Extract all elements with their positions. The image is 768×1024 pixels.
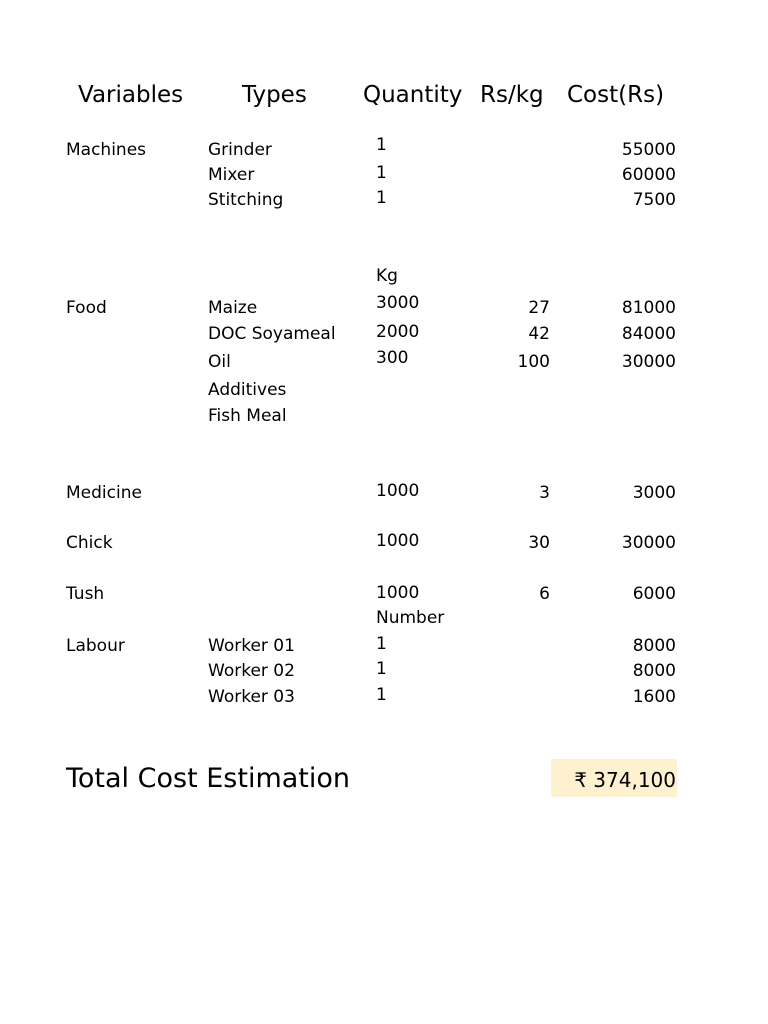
header-types: Types: [242, 82, 307, 108]
unit-label-number: Number: [376, 608, 445, 628]
variable-cell: Tush: [66, 584, 105, 604]
header-quantity: Quantity: [363, 82, 463, 108]
rate-cell: 3: [539, 483, 550, 503]
quantity-cell: 300: [376, 348, 409, 368]
cost-cell: 1600: [632, 687, 676, 707]
cost-cell: 55000: [621, 140, 676, 160]
type-cell: Additives: [208, 380, 287, 400]
type-cell: DOC Soyameal: [208, 324, 336, 344]
cost-cell: 3000: [632, 483, 676, 503]
type-cell: Grinder: [208, 140, 272, 160]
quantity-cell: 1: [376, 135, 387, 155]
type-cell: Stitching: [208, 190, 284, 210]
quantity-cell: 1: [376, 659, 387, 679]
cost-cell: 6000: [632, 584, 676, 604]
header-variables: Variables: [78, 82, 184, 108]
variable-cell: Labour: [66, 636, 125, 656]
cost-cell: 30000: [621, 352, 676, 372]
type-cell: Oil: [208, 352, 231, 372]
total-cost-highlight: [551, 759, 677, 797]
quantity-cell: 1: [376, 163, 387, 183]
type-cell: Worker 01: [208, 636, 295, 656]
quantity-cell: 1: [376, 685, 387, 705]
cost-cell: 7500: [632, 190, 676, 210]
unit-label-kg: Kg: [376, 266, 398, 286]
cost-cell: 8000: [632, 636, 676, 656]
quantity-cell: 3000: [376, 293, 420, 313]
quantity-cell: 1: [376, 634, 387, 654]
type-cell: Worker 03: [208, 687, 295, 707]
variable-cell: Food: [66, 298, 107, 318]
header-rate: Rs/kg: [480, 82, 544, 108]
cost-cell: 8000: [632, 661, 676, 681]
type-cell: Maize: [208, 298, 258, 318]
rate-cell: 42: [528, 324, 550, 344]
quantity-cell: 1: [376, 188, 387, 208]
variable-cell: Medicine: [66, 483, 142, 503]
variable-cell: Machines: [66, 140, 147, 160]
cost-cell: 60000: [621, 165, 676, 185]
total-cost-value: ₹ 374,100: [574, 768, 676, 792]
variable-cell: Chick: [66, 533, 113, 553]
quantity-cell: 2000: [376, 322, 420, 342]
rate-cell: 6: [539, 584, 550, 604]
type-cell: Fish Meal: [208, 406, 287, 426]
total-cost-label: Total Cost Estimation: [66, 763, 351, 794]
cost-cell: 81000: [621, 298, 676, 318]
quantity-cell: 1000: [376, 481, 420, 501]
rate-cell: 30: [528, 533, 550, 553]
rate-cell: 27: [528, 298, 550, 318]
header-cost: Cost(Rs): [567, 82, 665, 108]
type-cell: Mixer: [208, 165, 255, 185]
rate-cell: 100: [517, 352, 550, 372]
quantity-cell: 1000: [376, 531, 420, 551]
cost-cell: 84000: [621, 324, 676, 344]
quantity-cell: 1000: [376, 583, 420, 603]
cost-cell: 30000: [621, 533, 676, 553]
type-cell: Worker 02: [208, 661, 295, 681]
